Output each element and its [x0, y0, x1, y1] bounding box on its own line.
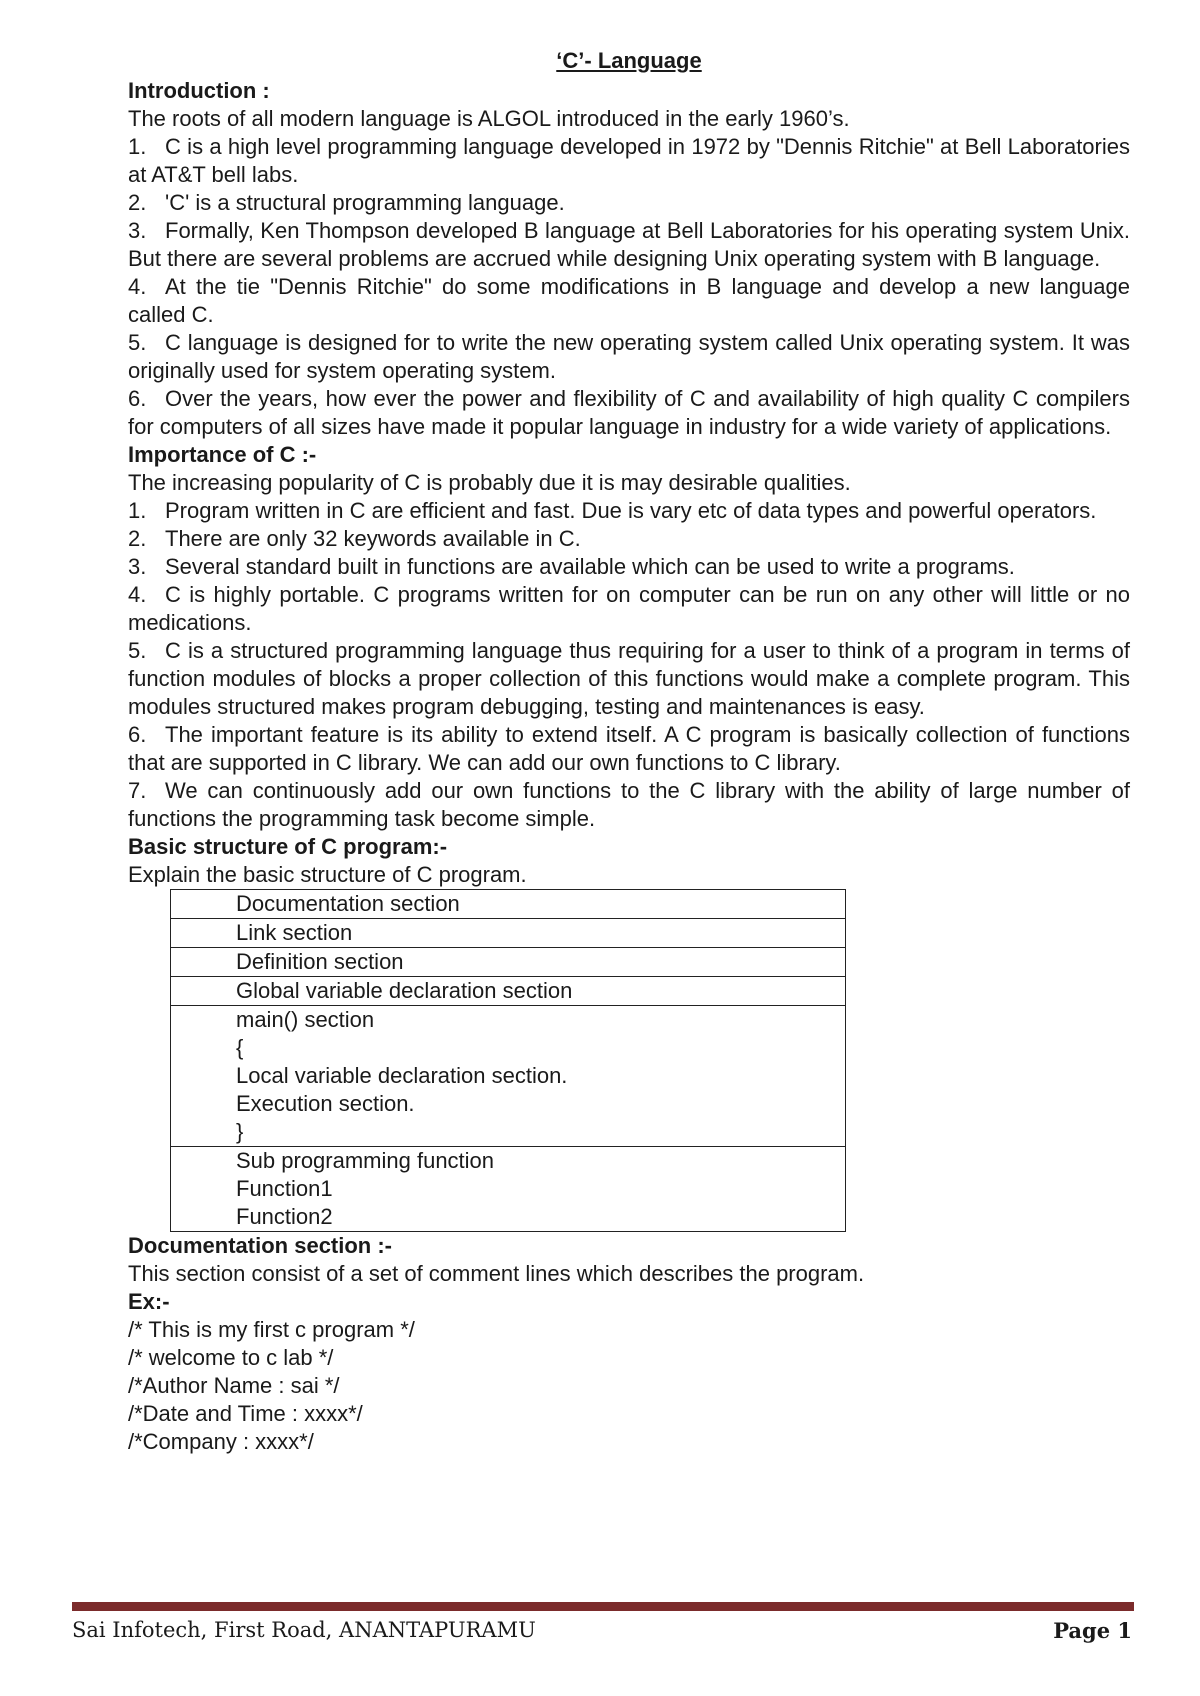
- execution-label: Execution section.: [236, 1091, 415, 1116]
- item-text: Several standard built in functions are available which can be used to write a programs.: [165, 554, 1015, 579]
- list-item: [128, 329, 1130, 385]
- table-row: [171, 1006, 846, 1147]
- documentation-section-heading: Documentation section :-: [128, 1233, 393, 1258]
- introduction-heading: Introduction :: [128, 78, 270, 103]
- list-item: [128, 525, 1130, 553]
- item-number: 6.: [128, 722, 147, 747]
- close-brace: }: [236, 1119, 244, 1144]
- list-item: [128, 581, 1130, 637]
- table-cell: Global variable declaration section: [171, 977, 846, 1006]
- local-declaration-label: Local variable declaration section.: [236, 1063, 568, 1088]
- basic-structure-heading: Basic structure of C program:-: [128, 834, 448, 859]
- table-row: [171, 948, 846, 977]
- table-cell: [171, 1147, 846, 1232]
- list-item: [128, 217, 1130, 273]
- importance-heading: Importance of C :-: [128, 442, 317, 467]
- table-row: [171, 1147, 846, 1232]
- table-cell: Definition section: [171, 948, 846, 977]
- footer-rule: [72, 1602, 1134, 1611]
- open-brace: {: [236, 1035, 244, 1060]
- item-number: 6.: [128, 386, 147, 411]
- list-item: [128, 777, 1130, 833]
- item-number: 1.: [128, 498, 147, 523]
- list-item: [128, 133, 1130, 189]
- program-structure-table: [170, 889, 846, 1232]
- item-number: 7.: [128, 778, 147, 803]
- item-text: We can continuously add our own functions to the C library with the ability of large number of functions the programming task become simple.: [128, 778, 1130, 831]
- document-page: [128, 45, 1130, 1456]
- item-number: 3.: [128, 554, 147, 579]
- table-cell: [171, 1006, 846, 1147]
- list-item: [128, 553, 1130, 581]
- item-number: 5.: [128, 330, 147, 355]
- example-label: Ex:-: [128, 1289, 170, 1314]
- list-item: [128, 497, 1130, 525]
- list-item: [128, 385, 1130, 441]
- code-line: /*Author Name : sai */: [128, 1373, 340, 1398]
- item-number: 4.: [128, 274, 147, 299]
- function1-label: Function1: [236, 1176, 333, 1201]
- item-number: 1.: [128, 134, 147, 159]
- documentation-section-lead: This section consist of a set of comment lines which describes the program.: [128, 1261, 865, 1286]
- code-line: /*Company : xxxx*/: [128, 1429, 314, 1454]
- introduction-lead: The roots of all modern language is ALGOL introduced in the early 1960’s.: [128, 106, 850, 131]
- item-number: 2.: [128, 190, 147, 215]
- main-section-label: main() section: [236, 1007, 375, 1032]
- table-row: [171, 919, 846, 948]
- code-line: /* This is my first c program */: [128, 1317, 415, 1342]
- sub-program-label: Sub programming function: [236, 1148, 495, 1173]
- item-text: Program written in C are efficient and fast. Due is vary etc of data types and powerful operators.: [165, 498, 1097, 523]
- item-text: 'C' is a structural programming language.: [165, 190, 565, 215]
- code-line: /* welcome to c lab */: [128, 1345, 334, 1370]
- item-text: At the tie "Dennis Ritchie" do some modifications in B language and develop a new language called C.: [128, 274, 1130, 327]
- table-row: [171, 890, 846, 919]
- list-item: [128, 273, 1130, 329]
- item-text: The important feature is its ability to extend itself. A C program is basically collection of functions that are supported in C library. We can add our own functions to C library.: [128, 722, 1130, 775]
- item-text: C is a structured programming language thus requiring for a user to think of a program in terms of function modules of blocks a proper collection of this functions would make a complete program. This modules structured makes program debugging, testing and maintenances is easy.: [128, 638, 1130, 719]
- basic-structure-lead: Explain the basic structure of C program.: [128, 862, 527, 887]
- list-item: [128, 721, 1130, 777]
- item-text: C is a high level programming language developed in 1972 by "Dennis Ritchie" at Bell Laboratories at AT&T bell labs.: [128, 134, 1130, 187]
- item-text: C language is designed for to write the new operating system called Unix operating system. It was originally used for system operating system.: [128, 330, 1130, 383]
- item-text: C is highly portable. C programs written for on computer can be run on any other will little or no medications.: [128, 582, 1130, 635]
- table-cell: Documentation section: [171, 890, 846, 919]
- function2-label: Function2: [236, 1204, 333, 1229]
- footer-address: Sai Infotech, First Road, ANANTAPURAMU: [72, 1618, 536, 1642]
- item-number: 3.: [128, 218, 147, 243]
- item-text: There are only 32 keywords available in C.: [165, 526, 581, 551]
- code-line: /*Date and Time : xxxx*/: [128, 1401, 363, 1426]
- importance-lead: The increasing popularity of C is probably due it is may desirable qualities.: [128, 470, 851, 495]
- item-text: Over the years, how ever the power and flexibility of C and availability of high quality C compilers for computers of all sizes have made it popular language in industry for a wide variety of applications.: [128, 386, 1130, 439]
- document-title: ‘C’- Language: [556, 48, 702, 73]
- list-item: [128, 637, 1130, 721]
- item-number: 5.: [128, 638, 147, 663]
- item-text: Formally, Ken Thompson developed B language at Bell Laboratories for his operating system Unix. But there are several problems are accrued while designing Unix operating system with B language.: [128, 218, 1130, 271]
- item-number: 4.: [128, 582, 147, 607]
- item-number: 2.: [128, 526, 147, 551]
- page-number: Page 1: [1053, 1618, 1132, 1643]
- table-row: [171, 977, 846, 1006]
- list-item: [128, 189, 1130, 217]
- table-cell: Link section: [171, 919, 846, 948]
